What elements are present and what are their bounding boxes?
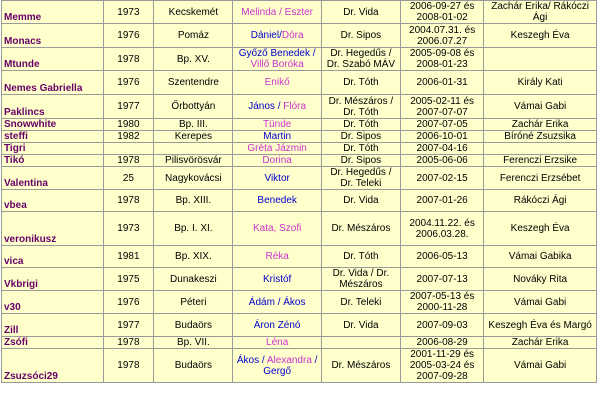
doctor-cell: Dr. Mészáros / Dr. Tóth [321, 95, 400, 119]
birth-dates-cell: 2004.11.22. és 2006.03.28. [401, 212, 484, 246]
children-cell [233, 349, 321, 383]
birth-year-cell: 1976 [103, 291, 154, 314]
midwife-cell: Vámai Gabi [484, 95, 597, 119]
child-name: Dániel/ [250, 30, 282, 41]
birth-year-cell: 1973 [103, 1, 154, 24]
city-cell [154, 143, 233, 155]
child-name: Flóra [283, 101, 307, 112]
children-cell [233, 212, 321, 246]
city-cell: Kerepes [154, 131, 233, 143]
birth-year-cell: 1978 [103, 349, 154, 383]
child-name: Kata, Szofi [252, 223, 302, 234]
midwife-cell: Vámai Gabi [484, 291, 597, 314]
birth-dates-cell: 2007-02-15 [401, 167, 484, 190]
birth-dates-cell: 2007-09-03 [401, 314, 484, 337]
birth-dates-cell: 2007-05-13 és 2000-11-28 [401, 291, 484, 314]
children-cell [233, 190, 321, 212]
midwife-cell [484, 143, 597, 155]
doctor-cell [321, 337, 400, 349]
nickname-cell: Zsófi [2, 337, 104, 349]
city-cell: Bp. XV. [154, 48, 233, 71]
nickname-cell: Memme [2, 1, 104, 24]
child-name: Martin [263, 131, 292, 142]
table-body [2, 1, 597, 383]
city-cell: Bp. I. XI. [154, 212, 233, 246]
table-row [2, 337, 597, 349]
birth-year-cell: 1982 [103, 131, 154, 143]
child-name: Enikő [264, 77, 290, 88]
doctor-cell: Dr. Sipos [321, 24, 400, 48]
child-name: Dóra [281, 30, 304, 41]
city-cell: Budaörs [154, 314, 233, 337]
nickname-cell: Snowwhite [2, 119, 104, 131]
birth-year-cell: 1976 [103, 24, 154, 48]
child-name: Ákos / [236, 354, 267, 366]
doctor-cell: Dr. Tóth [321, 71, 400, 95]
child-name: Dorina [262, 155, 292, 166]
nickname-cell: vica [2, 246, 104, 268]
birth-dates-cell: 2001-11-29 és 2005-03-24 és 2007-09-28 [401, 349, 484, 383]
midwife-cell: Keszegh Éva [484, 212, 597, 246]
doctor-cell: Dr. Sipos [321, 131, 400, 143]
table-row [2, 314, 597, 337]
child-name: Győző Benedek / [238, 48, 319, 59]
table-row [2, 131, 597, 143]
midwife-cell: Keszegh Éva és Margó [484, 314, 597, 337]
midwife-cell: Zachár Erika [484, 119, 597, 131]
nickname-cell: Monacs [2, 24, 104, 48]
doctor-cell: Dr. Vida / Dr. Mészáros [321, 268, 400, 291]
table-row [2, 246, 597, 268]
children-cell [233, 119, 321, 131]
midwife-cell: Keszegh Éva [484, 24, 597, 48]
birth-year-cell: 1981 [103, 246, 154, 268]
child-name: Kristóf [262, 273, 292, 285]
doctor-cell: Dr. Mészáros [321, 212, 400, 246]
nickname-cell: v30 [2, 291, 104, 314]
birth-dates-cell: 2006-05-13 [401, 246, 484, 268]
child-name: Gréta Jázmin [247, 143, 307, 154]
table-row [2, 167, 597, 190]
birth-year-cell: 1978 [103, 337, 154, 349]
children-cell [233, 155, 321, 167]
children-cell [233, 24, 321, 48]
birth-dates-cell: 2007-01-26 [401, 190, 484, 212]
doctor-cell: Dr. Vida [321, 314, 400, 337]
child-name: Réka [265, 251, 289, 262]
birth-year-cell: 1977 [103, 95, 154, 119]
midwife-cell: Nováky Rita [484, 268, 597, 291]
midwife-cell: Zachár Erika [484, 337, 597, 349]
birth-dates-cell: 2007-07-13 [401, 268, 484, 291]
child-name: Ádám / Ákos [248, 296, 306, 308]
city-cell: Kecskemét [154, 1, 233, 24]
children-cell [233, 291, 321, 314]
nickname-cell: Nemes Gabriella [2, 71, 104, 95]
birth-year-cell: 1975 [103, 268, 154, 291]
child-name: / Gergő [263, 354, 321, 377]
table-row [2, 24, 597, 48]
table-row [2, 119, 597, 131]
table-row [2, 268, 597, 291]
children-cell [233, 71, 321, 95]
city-cell: Őrbottyán [154, 95, 233, 119]
child-name: Léna [266, 337, 289, 348]
child-name: Villő Boróka [250, 59, 304, 70]
birth-dates-cell: 2007-07-05 [401, 119, 484, 131]
doctor-cell: Dr. Vida [321, 190, 400, 212]
child-name: Alexandra [266, 354, 312, 366]
birth-year-cell: 1980 [103, 119, 154, 131]
birth-dates-cell: 2006-08-29 [401, 337, 484, 349]
child-name: Benedek [257, 195, 297, 206]
birth-year-cell: 25 [103, 167, 154, 190]
children-cell [233, 268, 321, 291]
city-cell: Bp. III. [154, 119, 233, 131]
children-cell [233, 1, 321, 24]
table-row [2, 1, 597, 24]
midwife-cell: Zachár Erika/ Rákóczi Ági [484, 1, 597, 24]
doctor-cell: Dr. Hegedűs / Dr. Szabó MÁV [321, 48, 400, 71]
doctor-cell: Dr. Tóth [321, 246, 400, 268]
nickname-cell: Zill [2, 314, 104, 337]
nickname-cell: veronikusz [2, 212, 104, 246]
child-name: Viktor [264, 172, 290, 184]
nickname-cell: steffi [2, 131, 104, 143]
birth-year-cell [103, 143, 154, 155]
city-cell: Bp. XIX. [154, 246, 233, 268]
child-name: Melinda / Eszter [241, 6, 313, 18]
birth-dates-cell: 2006-09-27 és 2008-01-02 [401, 1, 484, 24]
nickname-cell: Zsuzsóci29 [2, 349, 104, 383]
city-cell: Bp. VII. [154, 337, 233, 349]
city-cell: Pomáz [154, 24, 233, 48]
table-row [2, 190, 597, 212]
birth-year-cell: 1976 [103, 71, 154, 95]
city-cell: Bp. XIII. [154, 190, 233, 212]
midwife-cell: Bíróné Zsuzsika [484, 131, 597, 143]
table-row [2, 291, 597, 314]
children-cell [233, 314, 321, 337]
birth-year-cell: 1978 [103, 48, 154, 71]
birth-dates-cell: 2006-01-31 [401, 71, 484, 95]
birth-year-cell: 1977 [103, 314, 154, 337]
birth-dates-cell: 2004.07.31. és 2006.07.27 [401, 24, 484, 48]
children-cell [233, 337, 321, 349]
midwife-cell: Király Kati [484, 71, 597, 95]
nickname-cell: Tikó [2, 155, 104, 167]
city-cell: Nagykovácsi [154, 167, 233, 190]
table-row [2, 48, 597, 71]
doctor-cell: Dr. Vida [321, 1, 400, 24]
table-row [2, 349, 597, 383]
children-cell [233, 131, 321, 143]
birth-dates-cell: 2005-06-06 [401, 155, 484, 167]
doctor-cell: Dr. Teleki [321, 291, 400, 314]
city-cell: Szentendre [154, 71, 233, 95]
midwife-cell: Vámai Gabi [484, 349, 597, 383]
table-row [2, 95, 597, 119]
nickname-cell: Valentina [2, 167, 104, 190]
doctor-cell: Dr. Mészáros [321, 349, 400, 383]
table-row [2, 155, 597, 167]
birth-year-cell: 1978 [103, 190, 154, 212]
child-name: Tünde [262, 119, 292, 130]
city-cell: Pilisvörösvár [154, 155, 233, 167]
doctor-cell: Dr. Sipos [321, 155, 400, 167]
city-cell: Budaörs [154, 349, 233, 383]
children-cell [233, 167, 321, 190]
doctor-cell: Dr. Tóth [321, 119, 400, 131]
table-row [2, 212, 597, 246]
doctor-cell: Dr. Hegedűs / Dr. Teleki [321, 167, 400, 190]
birth-dates-cell: 2005-02-11 és 2007-07-07 [401, 95, 484, 119]
birth-year-cell: 1978 [103, 155, 154, 167]
doctor-cell: Dr. Tóth [321, 143, 400, 155]
birth-dates-cell: 2006-10-01 [401, 131, 484, 143]
birth-dates-cell: 2007-04-16 [401, 143, 484, 155]
midwife-cell: Vámai Gabika [484, 246, 597, 268]
birth-dates-cell: 2005-09-08 és 2008-01-23 [401, 48, 484, 71]
children-cell [233, 48, 321, 71]
midwife-cell [484, 48, 597, 71]
children-cell [233, 95, 321, 119]
nickname-cell: vbea [2, 190, 104, 212]
nickname-cell: Vkbrigi [2, 268, 104, 291]
city-cell: Péteri [154, 291, 233, 314]
midwife-cell: Rákóczi Ági [484, 190, 597, 212]
midwife-cell: Ferenczi Erzsébet [484, 167, 597, 190]
mothers-table [1, 0, 597, 383]
birth-year-cell: 1973 [103, 212, 154, 246]
nickname-cell: Tigri [2, 143, 104, 155]
midwife-cell: Ferenczi Erzsike [484, 155, 597, 167]
children-cell [233, 246, 321, 268]
table-row [2, 71, 597, 95]
city-cell: Dunakeszi [154, 268, 233, 291]
table-row [2, 143, 597, 155]
children-cell [233, 143, 321, 155]
child-name: János / [248, 101, 284, 112]
child-name: Áron Zénó [253, 319, 301, 331]
nickname-cell: Mtunde [2, 48, 104, 71]
nickname-cell: Paklincs [2, 95, 104, 119]
